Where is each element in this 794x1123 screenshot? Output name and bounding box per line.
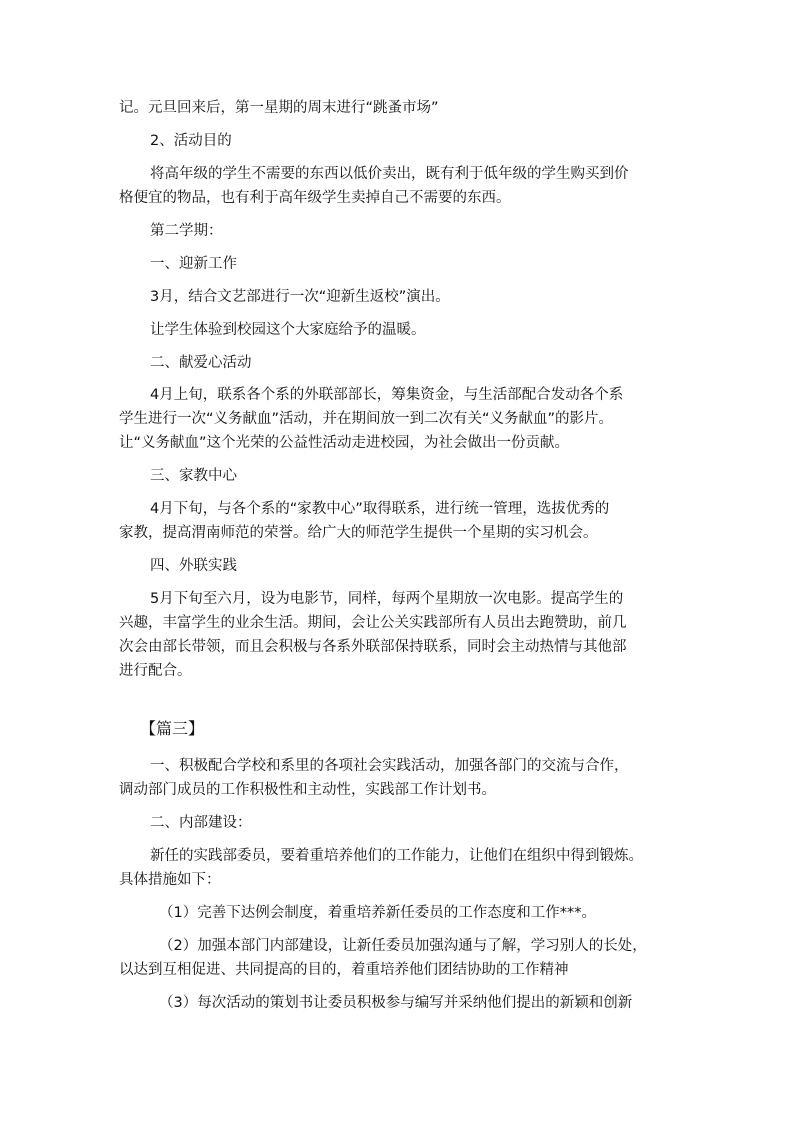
list-item: （2）加强本部门内部建设，让新任委员加强沟通与了解，学习别人的长处，: [159, 938, 647, 954]
section-heading: 第二学期：: [150, 223, 223, 239]
text-line: 让“义务献血”这个光荣的公益性活动走进校园，为社会做出一份贡献。: [119, 435, 570, 451]
text-line: 家教，提高渭南师范的荣誉。给广大的师范学生提供一个星期的实习机会。: [119, 525, 598, 541]
text-line: 4月下旬，与各个系的“家教中心”取得联系，进行统一管理，选拔优秀的: [150, 501, 610, 517]
text-line: 学生进行一次“义务献血”活动，并在期间放一到二次有关“义务献血”的影片。: [119, 411, 614, 427]
text-line: 调动部门成员的工作积极性和主动性，实践部工作计划书。: [119, 782, 496, 798]
section-heading: 三、家教中心: [150, 468, 237, 484]
part-title: 【篇三】: [140, 719, 205, 738]
list-item: （3）每次活动的策划书让委员积极参与编写并采纳他们提出的新颖和创新: [159, 995, 633, 1011]
text-line: 兴趣，丰富学生的业余生活。期间，会让公关实践部所有人员出去跑赞助，前几: [119, 615, 627, 631]
text-line: 以达到互相促进、共同提高的目的，着重培养他们团结协助的工作精神: [119, 962, 569, 978]
text-line: 格便宜的物品，也有利于高年级学生卖掉自己不需要的东西。: [119, 190, 511, 206]
list-item: （1）完善下达例会制度，着重培养新任委员的工作态度和工作***。: [159, 905, 596, 921]
text-line: 5月下旬至六月，设为电影节，同样，每两个星期放一次电影。提高学生的: [150, 591, 624, 607]
text-line: 记。元旦回来后，第一星期的周末进行“跳蚤市场”: [119, 100, 439, 116]
text-line: 具体措施如下：: [119, 872, 221, 888]
text-line: 4月上旬，联系各个系的外联部部长，筹集资金，与生活部配合发动各个系: [150, 387, 624, 403]
text-line: 让学生体验到校园这个大家庭给予的温暖。: [150, 322, 426, 338]
text-line: 新任的实践部委员，要着重培养他们的工作能力，让他们在组织中得到锻炼。: [150, 848, 643, 864]
section-heading: 一、迎新工作: [150, 256, 237, 272]
text-line: 3月，结合文艺部进行一次“迎新生返校”演出。: [150, 289, 450, 305]
text-line: 将高年级的学生不需要的东西以低价卖出，既有利于低年级的学生购买到价: [150, 166, 629, 182]
section-heading: 四、外联实践: [150, 558, 237, 574]
text-line: 次会由部长带领，而且会积极与各系外联部保持联系，同时会主动热情与其他部: [119, 639, 627, 655]
section-heading: 二、内部建设：: [150, 815, 252, 831]
text-line: 进行配合。: [119, 663, 192, 679]
section-heading: 二、献爱心活动: [150, 355, 252, 371]
text-line: 一、积极配合学校和系里的各项社会实践活动，加强各部门的交流与合作，: [150, 758, 629, 774]
section-heading: 2、活动目的: [150, 133, 232, 149]
